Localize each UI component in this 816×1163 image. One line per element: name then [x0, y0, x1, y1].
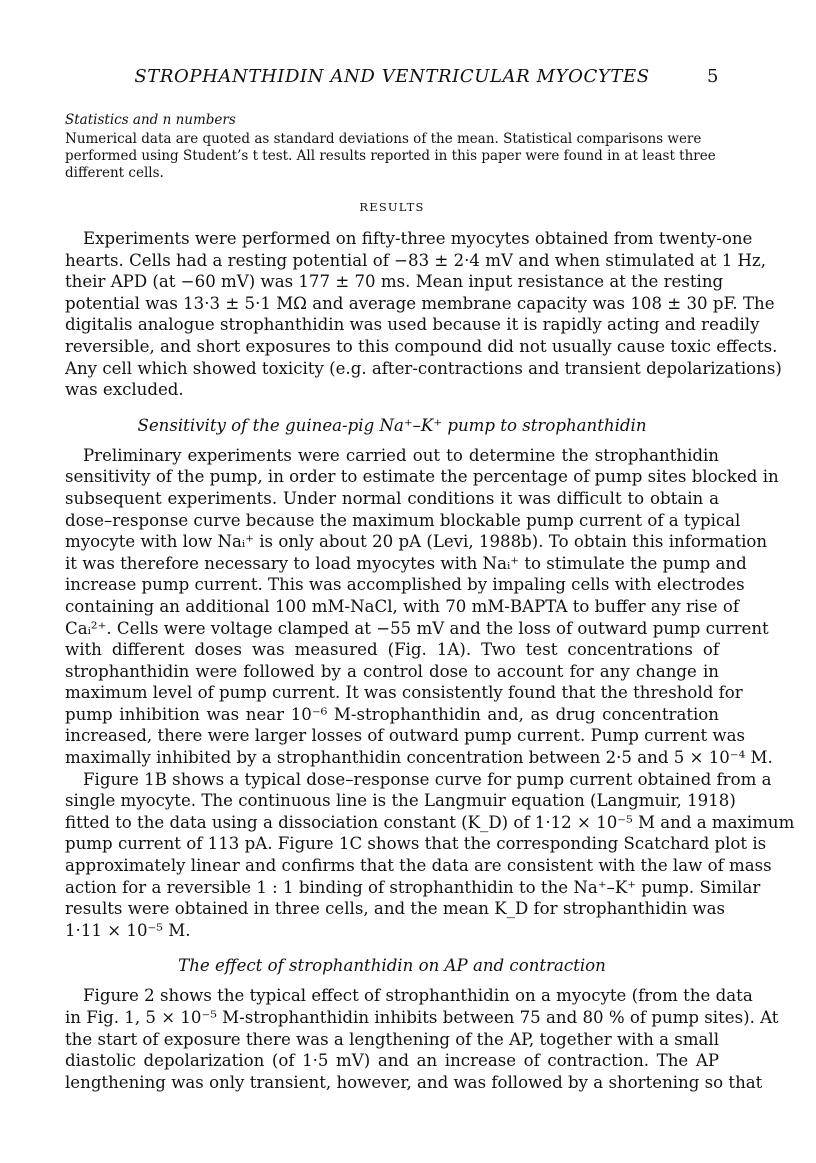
- results-heading: RESULTS: [359, 200, 425, 214]
- text-line: increase pump current. This was accomplished by impaling cells with electrodes: [65, 575, 745, 595]
- text-line: reversible, and short exposures to this compound did not usually cause toxic effects.: [65, 336, 778, 356]
- effect-paragraph: [65, 985, 779, 1093]
- text-line: hearts. Cells had a resting potential of −83 ± 2·4 mV and when stimulated at 1 Hz,: [65, 250, 767, 270]
- statistics-line: performed using Student’s t test. All results reported in this paper were found in at least three: [65, 148, 716, 164]
- sensitivity-subtitle: Sensitivity of the guinea-pig Na⁺–K⁺ pump to strophanthidin: [137, 415, 647, 435]
- text-line: increased, there were larger losses of outward pump current. Pump current was: [65, 726, 745, 746]
- paper-page: [65, 62, 795, 1093]
- text-line: fitted to the data using a dissociation constant (K_D) of 1·12 × 10⁻⁵ M and a maximum: [65, 812, 795, 832]
- text-line: their APD (at −60 mV) was 177 ± 70 ms. Mean input resistance at the resting: [65, 272, 724, 292]
- text-line: lengthening was only transient, however, and was followed by a shortening so that: [65, 1072, 763, 1092]
- text-line: in Fig. 1, 5 × 10⁻⁵ M-strophanthidin inhibits between 75 and 80 % of pump sites). At: [65, 1008, 779, 1027]
- text-line: was excluded.: [65, 380, 184, 400]
- effect-subtitle: The effect of strophanthidin on AP and contraction: [178, 956, 606, 976]
- text-line: pump current of 113 pA. Figure 1C shows that the corresponding Scatchard plot is: [65, 834, 767, 854]
- text-line: Experiments were performed on fifty-three myocytes obtained from twenty-one: [83, 229, 753, 248]
- running-head: [65, 62, 719, 94]
- text-line: single myocyte. The continuous line is the Langmuir equation (Langmuir, 1918): [65, 791, 736, 811]
- text-line: pump inhibition was near 10⁻⁶ M-strophanthidin and, as drug concentration: [65, 704, 719, 724]
- sensitivity-paragraph-2: [65, 769, 795, 942]
- text-line: containing an additional 100 mM-NaCl, with 70 mM-BAPTA to buffer any rise of: [65, 596, 739, 616]
- statistics-line: Numerical data are quoted as standard deviations of the mean. Statistical comparisons were: [65, 131, 702, 147]
- text-line: Any cell which showed toxicity (e.g. after-contractions and transient depolarizations): [65, 358, 782, 378]
- text-line: it was therefore necessary to load myocytes with Naᵢ⁺ to stimulate the pump and: [65, 553, 747, 573]
- text-line: action for a reversible 1 : 1 binding of strophanthidin to the Na⁺–K⁺ pump. Similar: [65, 877, 761, 897]
- text-line: Figure 2 shows the typical effect of strophanthidin on a myocyte (from the data: [83, 986, 753, 1006]
- text-line: maximally inhibited by a strophanthidin concentration between 2·5 and 5 × 10⁻⁴ M.: [65, 748, 773, 768]
- text-line: myocyte with low Naᵢ⁺ is only about 20 pA (Levi, 1988b). To obtain this information: [65, 532, 768, 552]
- text-line: sensitivity of the pump, in order to estimate the percentage of pump sites blocked in: [65, 467, 779, 487]
- sensitivity-paragraph-1: [65, 445, 779, 769]
- text-line: potential was 13·3 ± 5·1 MΩ and average membrane capacity was 108 ± 30 pF. The: [65, 293, 775, 313]
- text-line: results were obtained in three cells, and the mean K_D for strophanthidin was: [65, 899, 726, 919]
- text-line: maximum level of pump current. It was consistently found that the threshold for: [65, 683, 743, 703]
- text-line: digitalis analogue strophanthidin was used because it is rapidly acting and readily: [65, 315, 760, 335]
- text-line: 1·11 × 10⁻⁵ M.: [65, 920, 191, 940]
- text-line: Caᵢ²⁺. Cells were voltage clamped at −55 mV and the loss of outward pump current: [65, 618, 769, 638]
- text-line: Preliminary experiments were carried out to determine the strophanthidin: [83, 445, 719, 465]
- text-line: Figure 1B shows a typical dose–response curve for pump current obtained from a: [83, 769, 772, 789]
- results-intro-paragraph: [65, 228, 782, 401]
- statistics-paragraph: [65, 131, 719, 182]
- text-line: strophanthidin were followed by a control dose to account for any change in: [65, 661, 719, 681]
- text-line: diastolic depolarization (of 1·5 mV) and an increase of contraction. The AP: [65, 1051, 719, 1071]
- text-line: dose–response curve because the maximum blockable pump current of a typical: [65, 510, 741, 530]
- statistics-line: different cells.: [65, 165, 164, 181]
- text-line: approximately linear and confirms that the data are consistent with the law of mass: [65, 856, 772, 876]
- text-line: with different doses was measured (Fig. 1A). Two test concentrations of: [65, 640, 719, 660]
- running-head-title: STROPHANTHIDIN AND VENTRICULAR MYOCYTES: [134, 66, 650, 87]
- statistics-heading: Statistics and n numbers: [65, 112, 236, 128]
- text-line: subsequent experiments. Under normal conditions it was difficult to obtain a: [65, 488, 719, 508]
- page-number: 5: [706, 66, 719, 87]
- text-line: the start of exposure there was a lengthening of the AP, together with a small: [65, 1029, 720, 1049]
